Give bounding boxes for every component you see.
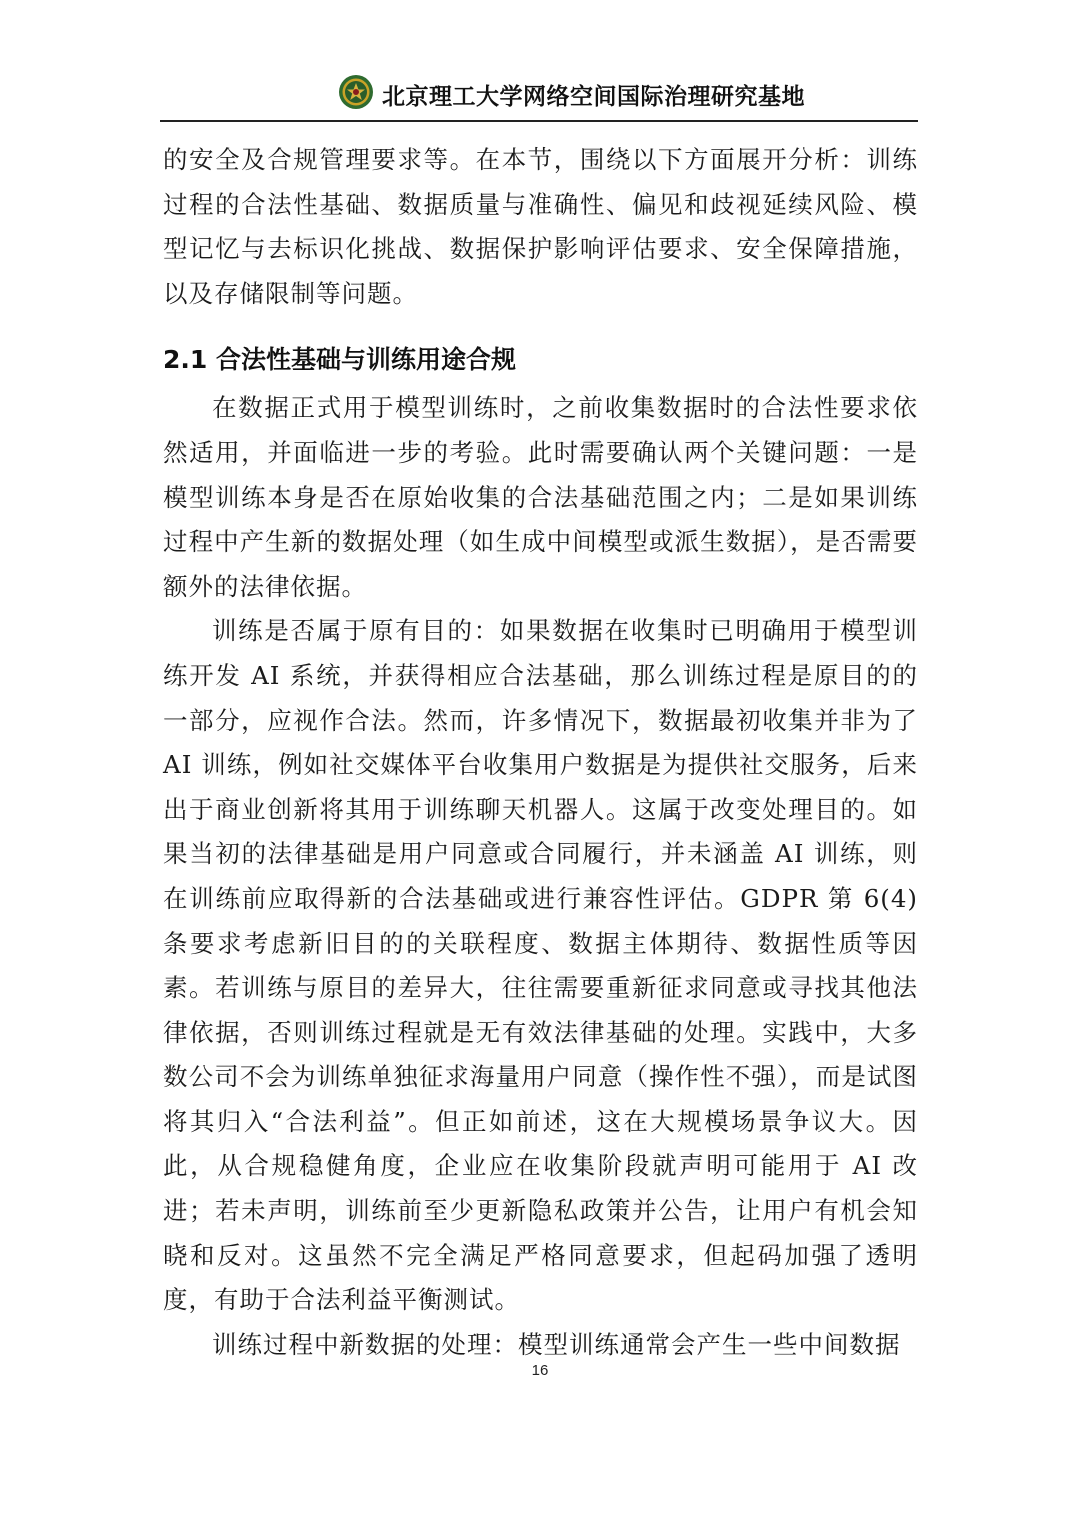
body-paragraph-2: 训练是否属于原有目的：如果数据在收集时已明确用于模型训练开发 AI 系统，并获得相应合法基础，那么训练过程是原目的的一部分，应视作合法。然而，许多情况下，数据最初收集并非为了 AI 训练，例如社交媒体平台收集用户数据是为提供社交服务，后来出于商业创新将其用于训练聊天机器人。这属于改变处理目的。如果当初的法律基础是用户同意或合同履行，并未涵盖 AI 训练，则在训练前应取得新的合法基础或进行兼容性评估。GDPR 第 6(4)条要求考虑新旧目的的关联程度、数据主体期待、数据性质等因素。若训练与原目的差异大，往往需要重新征求同意或寻找其他法律依据，否则训练过程就是无有效法律基础的处理。实践中，大多数公司不会为训练单独征求海量用户同意（操作性不强），而是试图将其归入“合法利益”。但正如前述，这在大规模场景争议大。因此，从合规稳健角度，企业应在收集阶段就声明可能用于 AI 改进；若未声明，训练前至少更新隐私政策并公告，让用户有机会知晓和反对。这虽然不完全满足严格同意要求，但起码加强了透明度，有助于合法利益平衡测试。 <box>163 616 918 1315</box>
intro-paragraph: 的安全及合规管理要求等。在本节，围绕以下方面展开分析：训练过程的合法性基础、数据质量与准确性、偏见和歧视延续风险、模型记忆与去标识化挑战、数据保护影响评估要求、安全保障措施，以及存储限制等问题。 <box>163 145 918 308</box>
page-header <box>160 70 918 122</box>
body-paragraph-1: 在数据正式用于模型训练时，之前收集数据时的合法性要求依然适用，并面临进一步的考验。此时需要确认两个关键问题：一是模型训练本身是否在原始收集的合法基础范围之内；二是如果训练过程中产生新的数据处理（如生成中间模型或派生数据），是否需要额外的法律依据。 <box>163 393 918 601</box>
university-seal-icon <box>338 74 374 110</box>
section-heading: 2.1 合法性基础与训练用途合规 <box>163 345 516 375</box>
page-body <box>163 138 918 1367</box>
page-number: 16 <box>531 1362 549 1379</box>
header-title: 北京理工大学网络空间国际治理研究基地 <box>382 84 805 110</box>
body-paragraph-3: 训练过程中新数据的处理：模型训练通常会产生一些中间数据 <box>212 1329 901 1359</box>
